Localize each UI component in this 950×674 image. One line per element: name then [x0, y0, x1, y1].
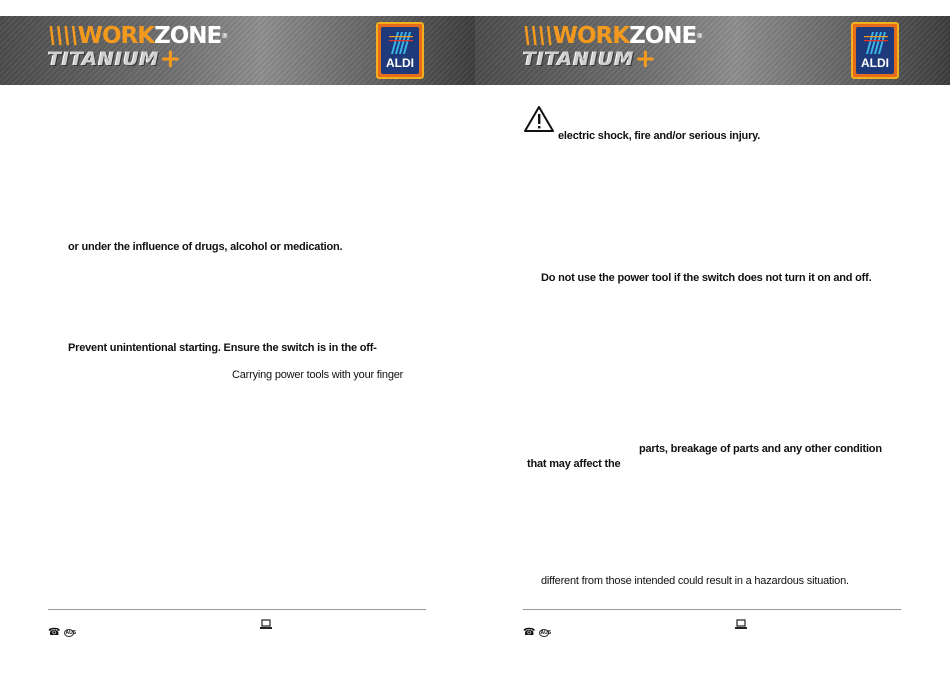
- footer-rule: [523, 609, 901, 610]
- text-line: Prevent unintentional starting. Ensure the switch is in the off-: [68, 342, 377, 354]
- footer-contact: [523, 627, 552, 638]
- text-line: electric shock, fire and/or serious injury.: [558, 130, 761, 142]
- aldi-wordmark: ALDI: [861, 56, 889, 70]
- text-line: Do not use the power tool if the switch does not turn it on and off.: [541, 272, 872, 284]
- aldi-logo: [851, 22, 899, 79]
- workzone-logo: \\\\WORKZONE® TITANIUM+: [48, 23, 228, 74]
- au-badge: AUS: [65, 630, 77, 636]
- phone-icon: ☎: [523, 627, 536, 638]
- aldi-logo: [376, 22, 424, 79]
- header-banner: [0, 16, 475, 85]
- text-line: or under the influence of drugs, alcohol or medication.: [68, 241, 343, 253]
- text-line: parts, breakage of parts and any other condition: [639, 443, 882, 455]
- footer-rule: [48, 609, 426, 610]
- aldi-wordmark: ALDI: [386, 56, 414, 70]
- header-banner: [475, 16, 950, 85]
- laptop-icon: [260, 619, 272, 630]
- workzone-logo: \\\\WORKZONE® TITANIUM+: [523, 23, 703, 74]
- phone-icon: ☎: [48, 627, 61, 638]
- aldi-stripes-icon: [864, 32, 888, 54]
- footer-contact: [48, 627, 77, 638]
- text-line: that may affect the: [527, 458, 621, 470]
- left-page: [0, 16, 475, 656]
- text-line: different from those intended could result in a hazardous situation.: [541, 575, 849, 587]
- warning-icon: [523, 105, 555, 133]
- right-page: [475, 16, 950, 656]
- laptop-icon: [735, 619, 747, 630]
- au-badge: AUS: [540, 630, 552, 636]
- aldi-stripes-icon: [389, 32, 413, 54]
- text-line: Carrying power tools with your finger: [232, 369, 404, 381]
